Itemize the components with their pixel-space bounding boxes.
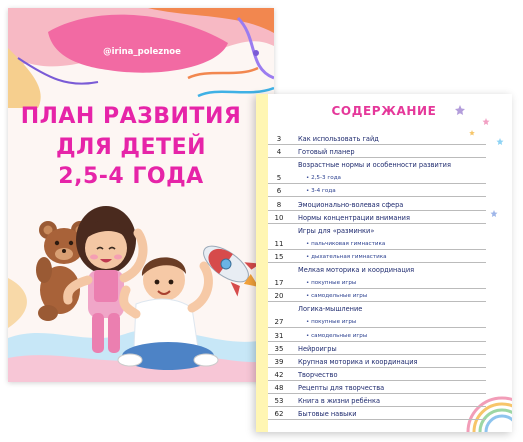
contents-item-label: Творчество	[298, 370, 338, 379]
contents-item-label: Книга в жизни ребёнка	[298, 397, 380, 405]
contents-subitem-label: • покупные игры	[306, 280, 357, 287]
contents-page-number: 10	[274, 213, 284, 222]
contents-page	[256, 94, 512, 432]
contents-item-label: Готовый планер	[298, 148, 355, 157]
girl-figure	[68, 206, 143, 353]
children-illustration	[8, 8, 274, 382]
contents-row	[268, 265, 486, 276]
contents-row	[268, 239, 486, 250]
contents-page-number: 35	[274, 344, 284, 353]
contents-item-label: Бытовые навыки	[298, 410, 357, 419]
contents-subitem-label: • 3-4 года	[306, 188, 336, 195]
contents-page-number: 3	[276, 135, 282, 143]
contents-row	[268, 357, 486, 368]
contents-row	[268, 200, 486, 211]
contents-subitem-label: • 2,5-3 года	[306, 175, 341, 182]
contents-subitem-label: • самодельные игры	[306, 293, 368, 300]
contents-page-number: 48	[274, 383, 284, 392]
contents-row	[268, 396, 486, 407]
contents-row	[268, 291, 486, 302]
contents-page-number: 42	[274, 370, 284, 379]
contents-row	[268, 252, 486, 263]
contents-row	[268, 213, 486, 224]
cover-page	[8, 8, 274, 382]
contents-item-label: Логика-мышление	[298, 305, 363, 314]
contents-row	[268, 278, 486, 289]
contents-item-label: Рецепты для творчества	[298, 383, 385, 392]
contents-subitem-label: • пальчиковая гимнастика	[306, 240, 386, 247]
contents-row	[268, 344, 486, 355]
contents-page-number: 27	[274, 318, 284, 327]
contents-row	[268, 173, 486, 184]
contents-subitem-label: • покупные игры	[306, 319, 357, 326]
contents-row	[268, 186, 486, 197]
contents-page-number: 62	[274, 410, 284, 419]
contents-page-number: 31	[274, 331, 284, 340]
cover-title-line-3: 2,5-4 ГОДА	[58, 164, 204, 189]
contents-row	[268, 147, 486, 158]
contents-page-number: 39	[274, 357, 284, 366]
contents-item-label: Крупная моторика и координация	[298, 357, 418, 366]
contents-item-label: Игры для «разминки»	[298, 226, 375, 235]
cover-title-line-2: ДЛЯ ДЕТЕЙ	[55, 135, 207, 160]
contents-row	[268, 317, 486, 328]
contents-row	[268, 383, 486, 394]
contents-row	[268, 160, 486, 171]
contents-page-number: 5	[276, 174, 282, 183]
contents-row	[268, 226, 486, 237]
contents-page-number: 53	[274, 397, 284, 405]
contents-page-number: 4	[276, 148, 282, 157]
contents-row	[268, 409, 486, 420]
contents-page-number: 20	[274, 292, 284, 301]
contents-item-label: Нормы концентрации внимания	[298, 213, 410, 222]
contents-page-number: 11	[274, 239, 284, 248]
contents-row	[268, 134, 486, 145]
contents-page-number: 6	[276, 187, 282, 196]
contents-heading: СОДЕРЖАНИЕ	[331, 104, 437, 118]
contents-item-label: Возрастные нормы и особенности развития	[298, 161, 451, 170]
contents-item-label: Нейроигры	[298, 344, 337, 353]
contents-page-number: 15	[274, 252, 284, 261]
contents-item-label: Эмоционально-волевая сфера	[298, 200, 404, 209]
contents-item-label: Как использовать гайд	[298, 135, 379, 143]
cover-title-line-1: ПЛАН РАЗВИТИЯ	[20, 104, 242, 129]
contents-subitem-label: • дыхательная гимнастика	[306, 253, 387, 260]
contents-row	[268, 331, 486, 342]
contents-row	[268, 370, 486, 381]
author-handle: @irina_poleznoe	[103, 47, 181, 57]
contents-page-number: 8	[276, 200, 282, 209]
contents-subitem-label: • самодельные игры	[306, 332, 368, 339]
contents-page-number: 17	[274, 279, 284, 288]
contents-item-label: Мелкая моторика и координация	[298, 266, 415, 274]
contents-row	[268, 304, 486, 315]
